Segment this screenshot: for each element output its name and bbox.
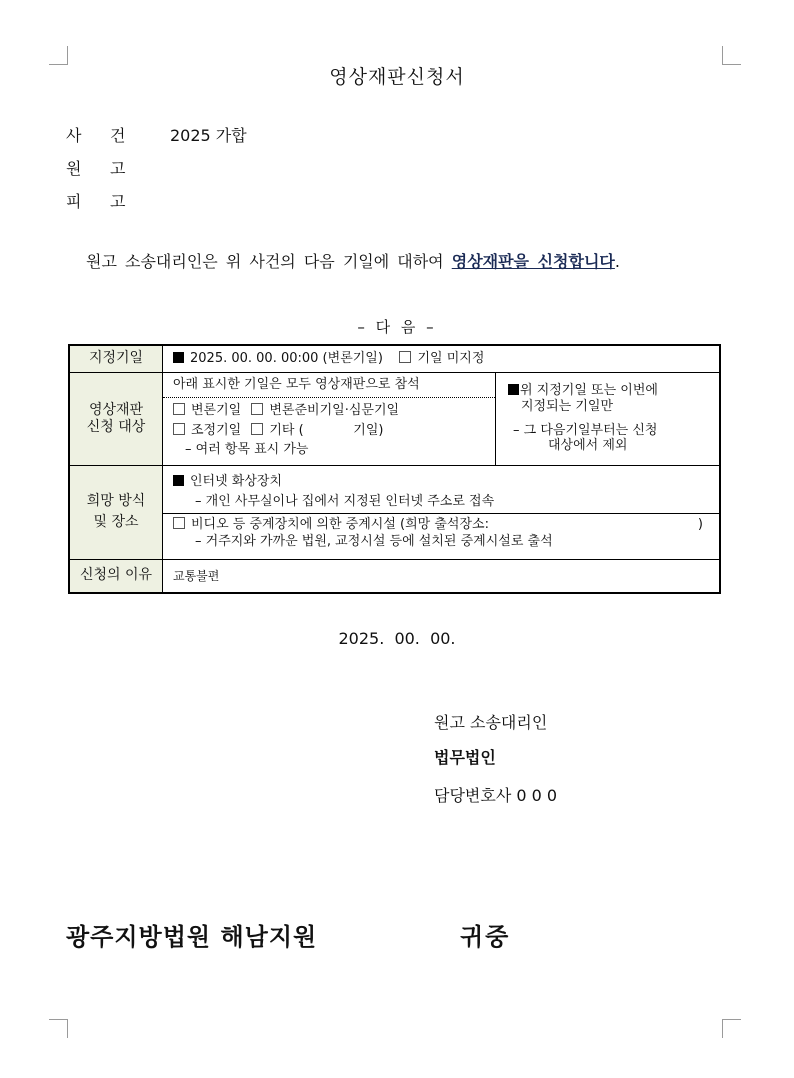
label-scheduled-date: 지정기일: [69, 345, 163, 372]
statement-text: 원고 소송대리인은 위 사건의 다음 기일에 대하여: [86, 252, 444, 271]
plaintiff-label-char1: 원: [66, 159, 82, 178]
method-relay: [163, 514, 719, 552]
reason-value: 교통불편: [163, 559, 721, 593]
cell-target-options: [163, 372, 496, 465]
sign-agent: 원고 소송대리인: [434, 713, 548, 732]
label-reason: 신청의 이유: [69, 559, 163, 593]
target-right-line3: – 그 다음기일부터는 신청: [513, 422, 658, 438]
option-mediation-date: 조정기일: [191, 422, 242, 438]
cell-scheduled-date: [163, 345, 721, 372]
sign-firm: 법무법인: [434, 748, 496, 767]
row-target: [69, 372, 720, 465]
statement-emphasis: 영상재판을 신청합니다: [451, 252, 615, 271]
checked-square-internet-icon[interactable]: [173, 475, 184, 486]
label-method-line2: 및 장소: [93, 514, 139, 530]
row-method: [69, 465, 720, 559]
cell-target-right: [496, 372, 721, 465]
dasum-heading: – 다 음 –: [357, 318, 437, 336]
checkbox-preparatory-date[interactable]: [251, 403, 263, 415]
target-options-line1: [163, 398, 495, 421]
plaintiff-row: [66, 156, 170, 179]
target-note: – 여러 항목 표시 가능: [185, 442, 309, 458]
target-heading: 아래 표시한 기일은 모두 영상재판으로 참석: [163, 375, 495, 398]
crop-mark-bottom-right: [722, 1019, 741, 1038]
option-internet: 인터넷 화상장치: [190, 474, 283, 490]
option-pleading-date: 변론기일: [191, 402, 242, 418]
label-method: [69, 465, 163, 559]
sign-attorney: 담당변호사 0 0 0: [434, 786, 558, 805]
court-name: 광주지방법원 해남지원: [66, 923, 318, 951]
defendant-label-char1: 피: [66, 192, 82, 211]
relay-close-paren: ): [697, 516, 703, 532]
target-right-line4: 대상에서 제외: [548, 438, 628, 454]
application-date: 2025. 00. 00.: [338, 629, 456, 648]
label-target-line1: 영상재판: [88, 401, 144, 418]
defendant-label-char2: 고: [110, 192, 126, 211]
checkbox-mediation-date[interactable]: [173, 423, 185, 435]
unscheduled-label: 기일 미지정: [417, 350, 485, 366]
document-title: 영상재판신청서: [329, 66, 465, 88]
option-relay-facility: 비디오 등 중계장치에 의한 중계시설 (희망 출석장소:: [191, 516, 489, 532]
statement-period: .: [614, 252, 620, 271]
target-right-line2: 지정되는 기일만: [521, 398, 614, 414]
target-right-text1: 위 지정기일 또는 이번에: [520, 383, 658, 399]
method-internet: [163, 472, 719, 513]
defendant-row: [66, 189, 170, 212]
option-other-date: 기타 ( 기일): [269, 422, 384, 438]
statement: [86, 249, 620, 272]
scheduled-date-value: 2025. 00. 00. 00:00 (변론기일): [190, 350, 383, 366]
case-row: [66, 123, 247, 146]
plaintiff-label-char2: 고: [110, 159, 126, 178]
internet-note: – 개인 사무실이나 집에서 지정된 인터넷 주소로 접속: [195, 493, 495, 509]
application-form-table: [68, 344, 721, 594]
option-preparatory-date: 변론준비기일·심문기일: [269, 402, 400, 418]
recipient-honorific: 귀중: [460, 923, 511, 951]
case-label-char1: 사: [66, 126, 82, 145]
label-target: [69, 372, 163, 465]
case-label-char2: 건: [110, 126, 126, 145]
checkbox-pleading-date[interactable]: [173, 403, 185, 415]
label-target-line2: 신청 대상: [86, 418, 146, 435]
crop-mark-bottom-left: [49, 1019, 68, 1038]
checked-square-icon[interactable]: [173, 352, 184, 363]
row-reason: [69, 559, 720, 593]
filled-square-icon[interactable]: [508, 384, 519, 395]
case-number: 2025 가합: [170, 126, 247, 145]
row-scheduled-date: [69, 345, 720, 372]
checkbox-relay-facility[interactable]: [173, 517, 185, 529]
checkbox-unscheduled[interactable]: [399, 351, 411, 363]
checkbox-other-date[interactable]: [251, 423, 263, 435]
label-method-line1: 희망 방식: [86, 493, 146, 510]
target-options-line2: [163, 421, 495, 441]
cell-method: [163, 465, 721, 559]
relay-note: – 거주지와 가까운 법원, 교정시설 등에 설치된 중계시설로 출석: [195, 534, 553, 550]
target-right-line1: [508, 383, 711, 399]
